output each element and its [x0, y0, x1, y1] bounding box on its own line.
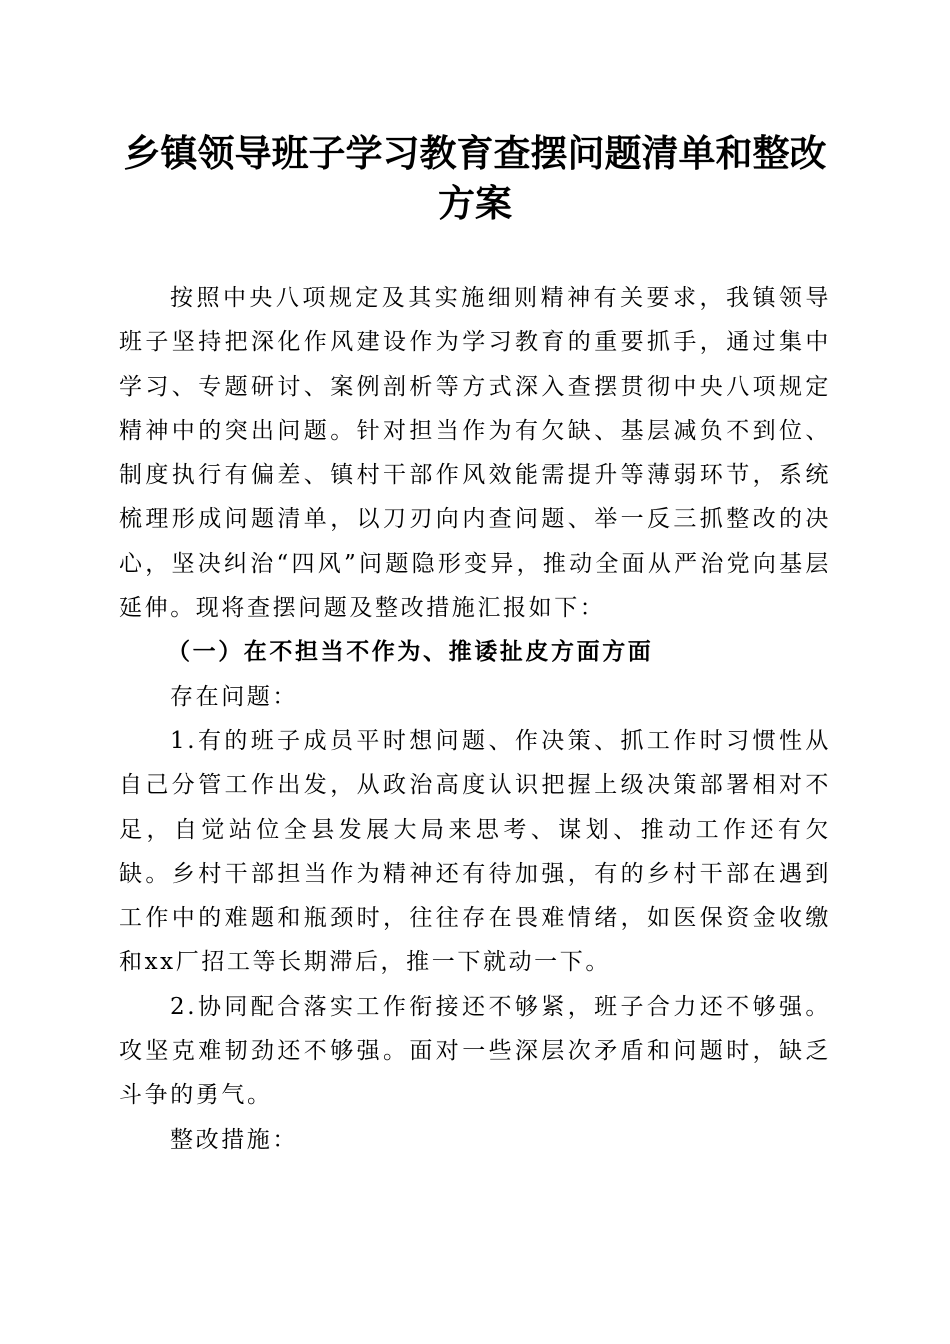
document-title: 乡镇领导班子学习教育查摆问题清单和整改方案 [123, 131, 827, 225]
document-body [119, 276, 831, 1162]
measures-label: 整改措施： [170, 1126, 298, 1153]
section-heading: （一）在不担当不作为、推诿扯皮方面方面 [167, 638, 654, 666]
problem-item-2: 2.协同配合落实工作衔接还不够紧，班子合力还不够强。攻坚克难韧劲还不够强。面对一些深层次矛盾和问题时，缺乏斗争的勇气。 [119, 993, 831, 1109]
problems-label: 存在问题： [170, 683, 298, 710]
intro-paragraph: 按照中央八项规定及其实施细则精神有关要求，我镇领导班子坚持把深化作风建设作为学习教育的重要抓手，通过集中学习、专题研讨、案例剖析等方式深入查摆贯彻中央八项规定精神中的突出问题。针对担当作为有欠缺、基层减负不到位、制度执行有偏差、镇村干部作风效能需提升等薄弱环节，系统梳理形成问题清单，以刀刃向内查问题、举一反三抓整改的决心，坚决纠治“四风”问题隐形变异，推动全面从严治党向基层延伸。现将查摆问题及整改措施汇报如下： [119, 285, 831, 622]
problem-item-1: 1.有的班子成员平时想问题、作决策、抓工作时习惯性从自己分管工作出发，从政治高度认识把握上级决策部署相对不足，自觉站位全县发展大局来思考、谋划、推动工作还有欠缺。乡村干部担当作为精神还有待加强，有的乡村干部在遇到工作中的难题和瓶颈时，往往存在畏难情绪，如医保资金收缴和xx厂招工等长期滞后，推一下就动一下。 [119, 727, 831, 976]
